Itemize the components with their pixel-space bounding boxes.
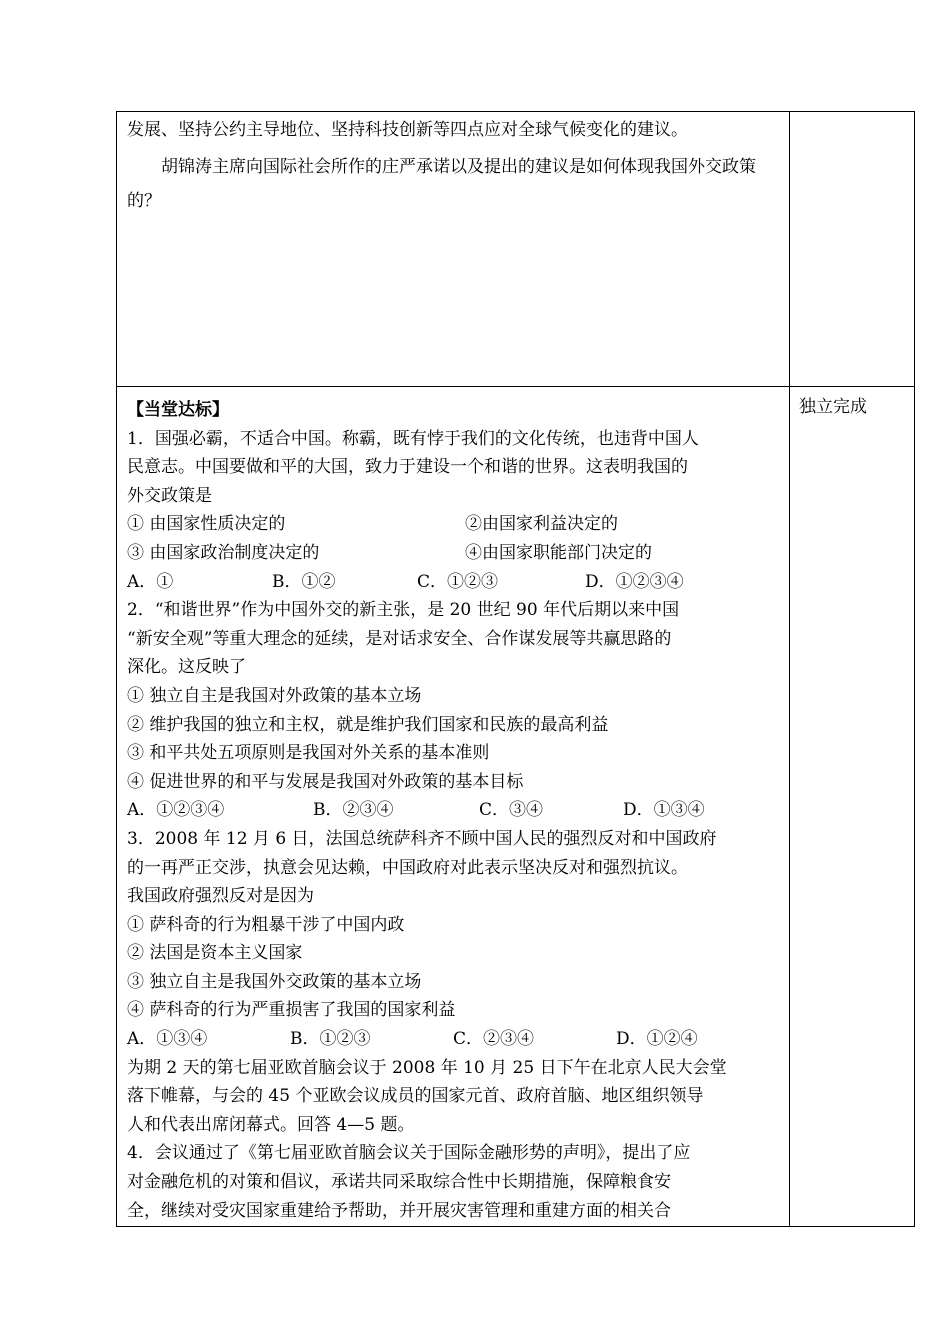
q1-item: ① 由国家性质决定的 <box>127 514 286 535</box>
worksheet-table <box>116 111 915 1227</box>
q1-stem-line: 1．国强必霸，不适合中国。称霸，既有悖于我们的文化传统，也违背中国人 <box>127 428 699 449</box>
q4-stem-line: 4．会议通过了《第七届亚欧首脑会议关于国际金融形势的声明》，提出了应 <box>127 1143 691 1164</box>
q2-stem-line: 深化。这反映了 <box>127 657 246 678</box>
q2-item: ④ 促进世界的和平与发展是我国对外政策的基本目标 <box>127 771 524 792</box>
reading-line: 发展、坚持公约主导地位、坚持科技创新等四点应对全球气候变化的建议。 <box>127 120 688 140</box>
q3-option-c: C．②③④ <box>453 1029 535 1050</box>
q3-stem-line: 的一再严正交涉，执意会见达赖，中国政府对此表示坚决反对和强烈抗议。 <box>127 857 688 878</box>
q3-item: ③ 独立自主是我国外交政策的基本立场 <box>127 971 422 992</box>
q1-stem-line: 民意志。中国要做和平的大国，致力于建设一个和谐的世界。这表明我国的 <box>127 457 688 478</box>
intro-4-5-line: 为期 2 天的第七届亚欧首脑会议于 2008 年 10 月 25 日下午在北京人民大会堂 <box>127 1057 727 1078</box>
q1-item: ④由国家职能部门决定的 <box>465 542 652 563</box>
q3-stem-line: 我国政府强烈反对是因为 <box>127 886 314 907</box>
q3-item: ② 法国是资本主义国家 <box>127 943 303 964</box>
worksheet-table-wrapper <box>116 111 914 1227</box>
q2-option-c: C．③④ <box>479 800 544 821</box>
side-note: 独立完成 <box>799 397 867 417</box>
q4-stem-line: 对金融危机的对策和倡议，承诺共同采取综合性中长期措施，保障粮食安 <box>127 1172 671 1193</box>
q2-option-b: B．②③④ <box>313 800 394 821</box>
q1-options <box>117 568 789 597</box>
reading-cell <box>117 112 790 387</box>
q3-stem-line: 3．2008 年 12 月 6 日，法国总统萨科齐不顾中国人民的强烈反对和中国政府 <box>127 828 717 849</box>
q4-stem-line: 全，继续对受灾国家重建给予帮助，并开展灾害管理和重建方面的相关合 <box>127 1200 671 1221</box>
q3-item: ① 萨科奇的行为粗暴干涉了中国内政 <box>127 914 405 935</box>
q1-option-d: D．①②③④ <box>585 571 684 592</box>
q2-stem-line: “新安全观”等重大理念的延续，是对话求安全、合作谋发展等共赢思路的 <box>127 628 672 649</box>
intro-4-5-line: 人和代表出席闭幕式。回答 4—5 题。 <box>127 1114 415 1135</box>
q2-item: ③ 和平共处五项原则是我国对外关系的基本准则 <box>127 743 490 764</box>
q3-options <box>117 1025 789 1054</box>
q2-option-a: A．①②③④ <box>127 800 225 821</box>
q2-item: ① 独立自主是我国对外政策的基本立场 <box>127 685 422 706</box>
q3-option-b: B．①②③ <box>290 1029 371 1050</box>
side-cell <box>790 387 915 1227</box>
q2-item: ② 维护我国的独立和主权，就是维护我们国家和民族的最高利益 <box>127 714 609 735</box>
q1-item: ②由国家利益决定的 <box>465 514 618 535</box>
q2-options <box>117 796 789 825</box>
q2-option-d: D．①③④ <box>623 800 705 821</box>
q1-option-b: B．①② <box>272 571 336 592</box>
q3-option-d: D．①②④ <box>616 1029 698 1050</box>
discussion-question: 胡锦涛主席向国际社会所作的庄严承诺以及提出的建议是如何体现我国外交政策的？ <box>127 156 756 211</box>
q1-option-c: C．①②③ <box>417 571 499 592</box>
q1-item: ③ 由国家政治制度决定的 <box>127 542 320 563</box>
section-heading: 【当堂达标】 <box>127 400 229 420</box>
exercise-cell <box>117 387 790 1227</box>
intro-4-5-line: 落下帷幕，与会的 45 个亚欧会议成员的国家元首、政府首脑、地区组织领导 <box>127 1086 704 1107</box>
q1-item-row <box>117 510 789 539</box>
q1-option-a: A．① <box>127 571 174 592</box>
q3-option-a: A．①③④ <box>127 1029 208 1050</box>
q1-stem-line: 外交政策是 <box>127 485 212 506</box>
q1-item-row <box>117 539 789 568</box>
q2-stem-line: 2．“和谐世界”作为中国外交的新主张，是 20 世纪 90 年代后期以来中国 <box>127 600 680 621</box>
q3-item: ④ 萨科奇的行为严重损害了我国的国家利益 <box>127 1000 456 1021</box>
side-cell-empty <box>790 112 915 387</box>
